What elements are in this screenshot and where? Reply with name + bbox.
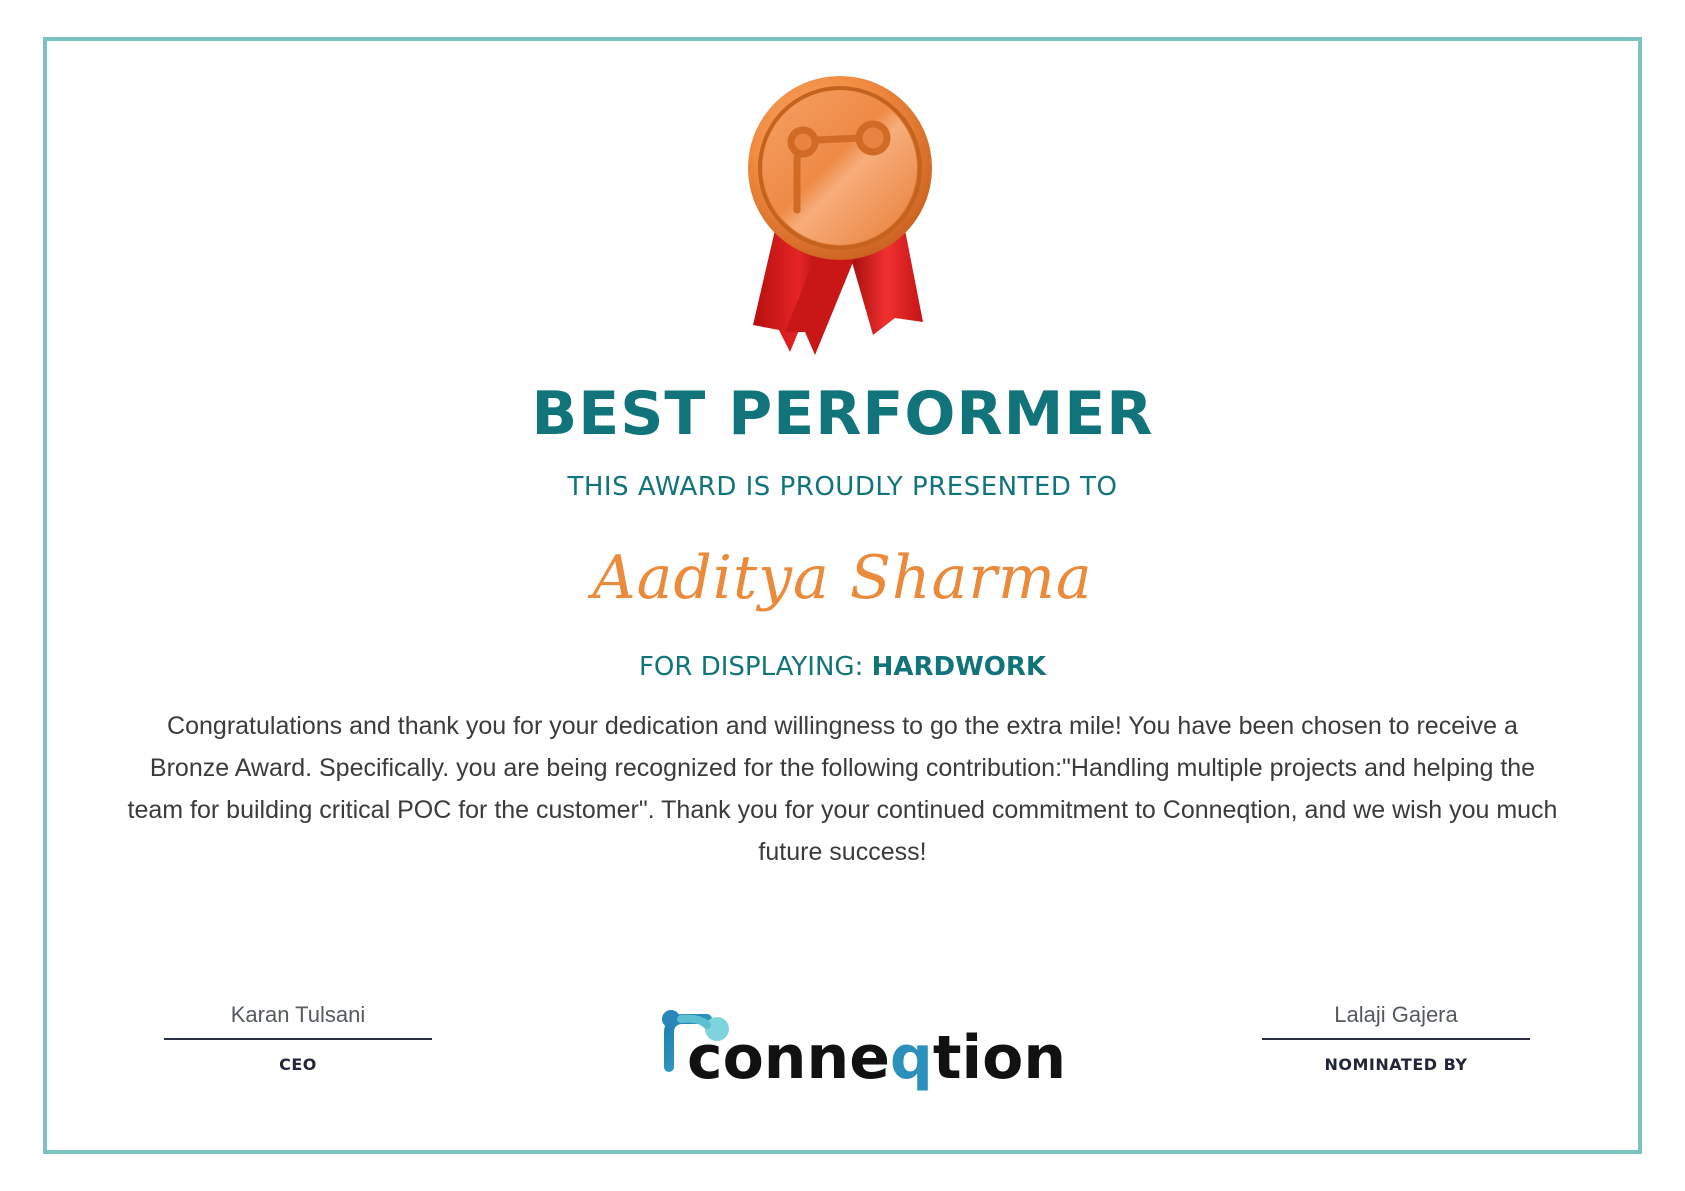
logo-wordmark [687, 1023, 1066, 1093]
signature-role: CEO [279, 1055, 317, 1074]
signature-role: NOMINATED BY [1324, 1055, 1468, 1074]
medal-face [763, 91, 917, 245]
signature-name: Karan Tulsani [230, 1002, 366, 1027]
reason-value: HARDWORK [871, 652, 1047, 682]
award-reason [0, 650, 1685, 684]
award-body-text: Congratulations and thank you for your dedication and willingness to go the extra mile! You have been chosen to receive a Bronze Award. Specifically. you are being recognized for the following contribution:"Handling multiple projects and helping the team for building critical POC for the customer". Thank you for your continued commitment to Conneqtion, and we wish you much future success! [127, 712, 1558, 866]
signature-line [164, 1038, 432, 1040]
award-subtitle: THIS AWARD IS PROUDLY PRESENTED TO [567, 472, 1118, 502]
signature-name: Lalaji Gajera [1334, 1002, 1458, 1027]
recipient-name: Aaditya Sharma [592, 543, 1093, 613]
reason-label: FOR DISPLAYING: [638, 652, 864, 682]
logo-text-start: conne [687, 1023, 890, 1093]
bronze-medal-icon [735, 70, 945, 360]
signature-nominator [1262, 1000, 1530, 1076]
signature-line [1262, 1038, 1530, 1040]
logo-text-q: q [889, 1023, 933, 1093]
signature-ceo [164, 1000, 432, 1076]
award-title: BEST PERFORMER [531, 379, 1154, 449]
conneqtion-logo [655, 1005, 1067, 1105]
logo-text-end: tion [932, 1023, 1067, 1093]
